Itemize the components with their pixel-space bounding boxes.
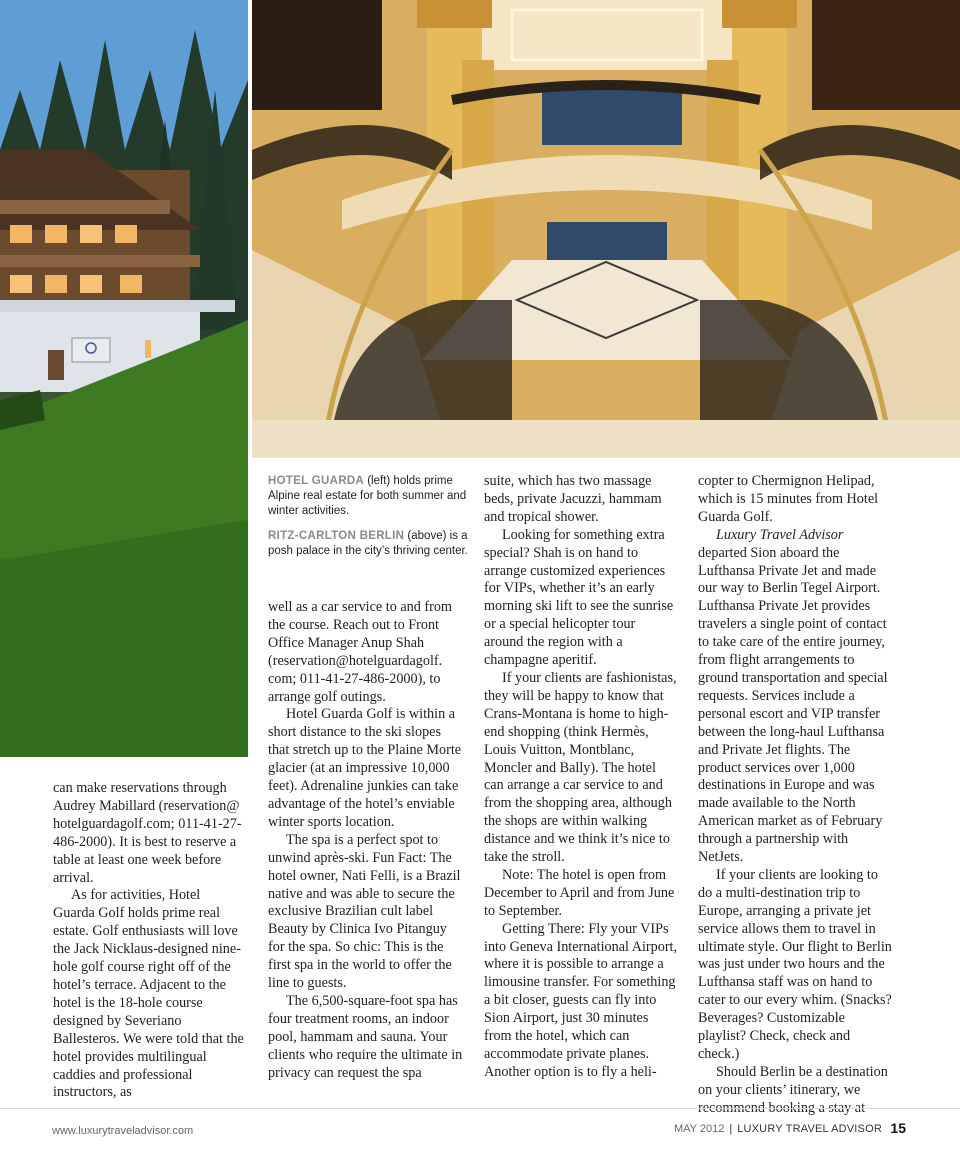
lobby-illustration — [252, 0, 960, 458]
paragraph: The spa is a perfect spot to unwind après-ski. Fun Fact: The hotel owner, Nati Felli, is a Brazil native and was able to secure the exclusive Brazilian cult label Beauty by Clinica Ivo Pitanguy for the spa. So chic: This is the first spa in the world to offer the line to guests. — [268, 831, 461, 992]
caption-hotel-guarda — [268, 474, 468, 519]
caption-lead: RITZ-CARLTON BERLIN — [268, 530, 405, 542]
photo-captions — [268, 474, 468, 569]
chalet-illustration — [0, 0, 248, 757]
footer-issue — [674, 1123, 882, 1135]
caption-text: (above) is a posh palace in the city’s thriving center. — [268, 530, 468, 557]
paragraph: well as a car service to and from the course. Reach out to Front Office Manager Anup Shah (reservation@hotelguardagolf. com; 011-41-27-486-2000), to arrange golf outings. — [268, 599, 452, 705]
paragraph: As for activities, Hotel Guarda Golf holds prime real estate. Golf enthusiasts will love the Jack Nicklaus-designed nine-hole golf course right off of the hotel’s terrace. Adjacent to the hotel is the 18-hole course designed by Severiano Ballesteros. We were told that the hotel provides multilingual caddies and professional instructors, as — [53, 887, 244, 1101]
article-column-3 — [484, 473, 678, 1082]
footer-url[interactable]: www.luxurytraveladvisor.com — [52, 1125, 194, 1137]
caption-text: (left) holds prime Alpine real estate for both summer and winter activities. — [268, 475, 467, 517]
page-footer — [0, 1108, 960, 1163]
paragraph: can make reservations through Audrey Mabillard (reservation@ hotelguardagolf.com; 011-41-27-486-2000). It is best to reserve a table at least one week before arrival. — [53, 780, 242, 886]
paragraph: Note: The hotel is open from December to April and from June to September. — [484, 866, 675, 919]
paragraph: Should Berlin be a destination on your clients’ itinerary, we recommend booking a stay at — [698, 1063, 888, 1116]
paragraph-text: departed Sion aboard the Lufthansa Private Jet and made our way to Berlin Tegel Airport. Lufthansa Private Jet provides travelers a single point of contact to take care of the entire journey, from flight arrangements to ground transportation and special requests. Services include a personal escort and VIP transfer between the long-haul Lufthansa and Private Jet flights. The product services over 1,000 destinations in Europe and was made available to the North American market as of February through a partnership with NetJets. — [698, 544, 888, 866]
article-column-4 — [698, 473, 894, 1118]
page-number: 15 — [890, 1120, 906, 1136]
paragraph — [698, 527, 894, 867]
issue-date: MAY 2012 — [673, 1123, 725, 1135]
publication-title: LUXURY TRAVEL ADVISOR — [737, 1123, 882, 1135]
paragraph: suite, which has two massage beds, private Jacuzzi, hammam and tropical shower. — [484, 473, 662, 525]
caption-ritz-carlton — [268, 529, 468, 559]
paragraph: Looking for something extra special? Shah is on hand to arrange customized experiences for VIPs, whether it’s an early morning ski lift to see the sunrise or a special helicopter tour around the region with a champagne aperitif. — [484, 526, 674, 669]
paragraph: The 6,500-square-foot spa has four treatment rooms, an indoor pool, hammam and sauna. Your clients who require the ultimate in privacy can request the spa — [268, 992, 463, 1081]
paragraph: copter to Chermignon Helipad, which is 15 minutes from Hotel Guarda Golf. — [698, 473, 879, 525]
article-column-1 — [53, 780, 245, 1102]
caption-lead: HOTEL GUARDA — [268, 475, 365, 487]
article-column-2 — [268, 599, 464, 1082]
paragraph: Getting There: Fly your VIPs into Geneva International Airport, where it is possible to arrange a limousine transfer. For something a bit closer, guests can fly into Sion Airport, just 30 minutes from the hotel, which can accommodate private planes. Another option is to fly a heli- — [484, 920, 678, 1080]
ritz-carlton-lobby-photo — [252, 0, 960, 458]
hotel-guarda-photo — [0, 0, 248, 757]
paragraph: Hotel Guarda Golf is within a short distance to the ski slopes that stretch up to the Plaine Morte glacier (at an impressive 10,000 feet). Adrenaline junkies can take advantage of the hotel’s enviable winter sports location. — [268, 706, 462, 830]
publication-name: Luxury Travel Advisor — [716, 526, 844, 543]
paragraph: If your clients are looking to do a multi-destination trip to Europe, arranging a private jet service allows them to travel in ultimate style. Our flight to Berlin was just under two hours and the Lufthansa staff was on hand to cater to our every whim. (Snacks? Beverages? Customizable playlist? Check, check and check.) — [698, 866, 892, 1062]
paragraph: If your clients are fashionistas, they will be happy to know that Crans-Montana is home to high-end shopping (think Hermès, Louis Vuitton, Montblanc, Moncler and Bally). The hotel can arrange a car service to and from the shopping area, although the shops are within walking distance and we think it’s nice to take the stroll. — [484, 669, 677, 866]
footer-separator: | — [729, 1123, 733, 1135]
